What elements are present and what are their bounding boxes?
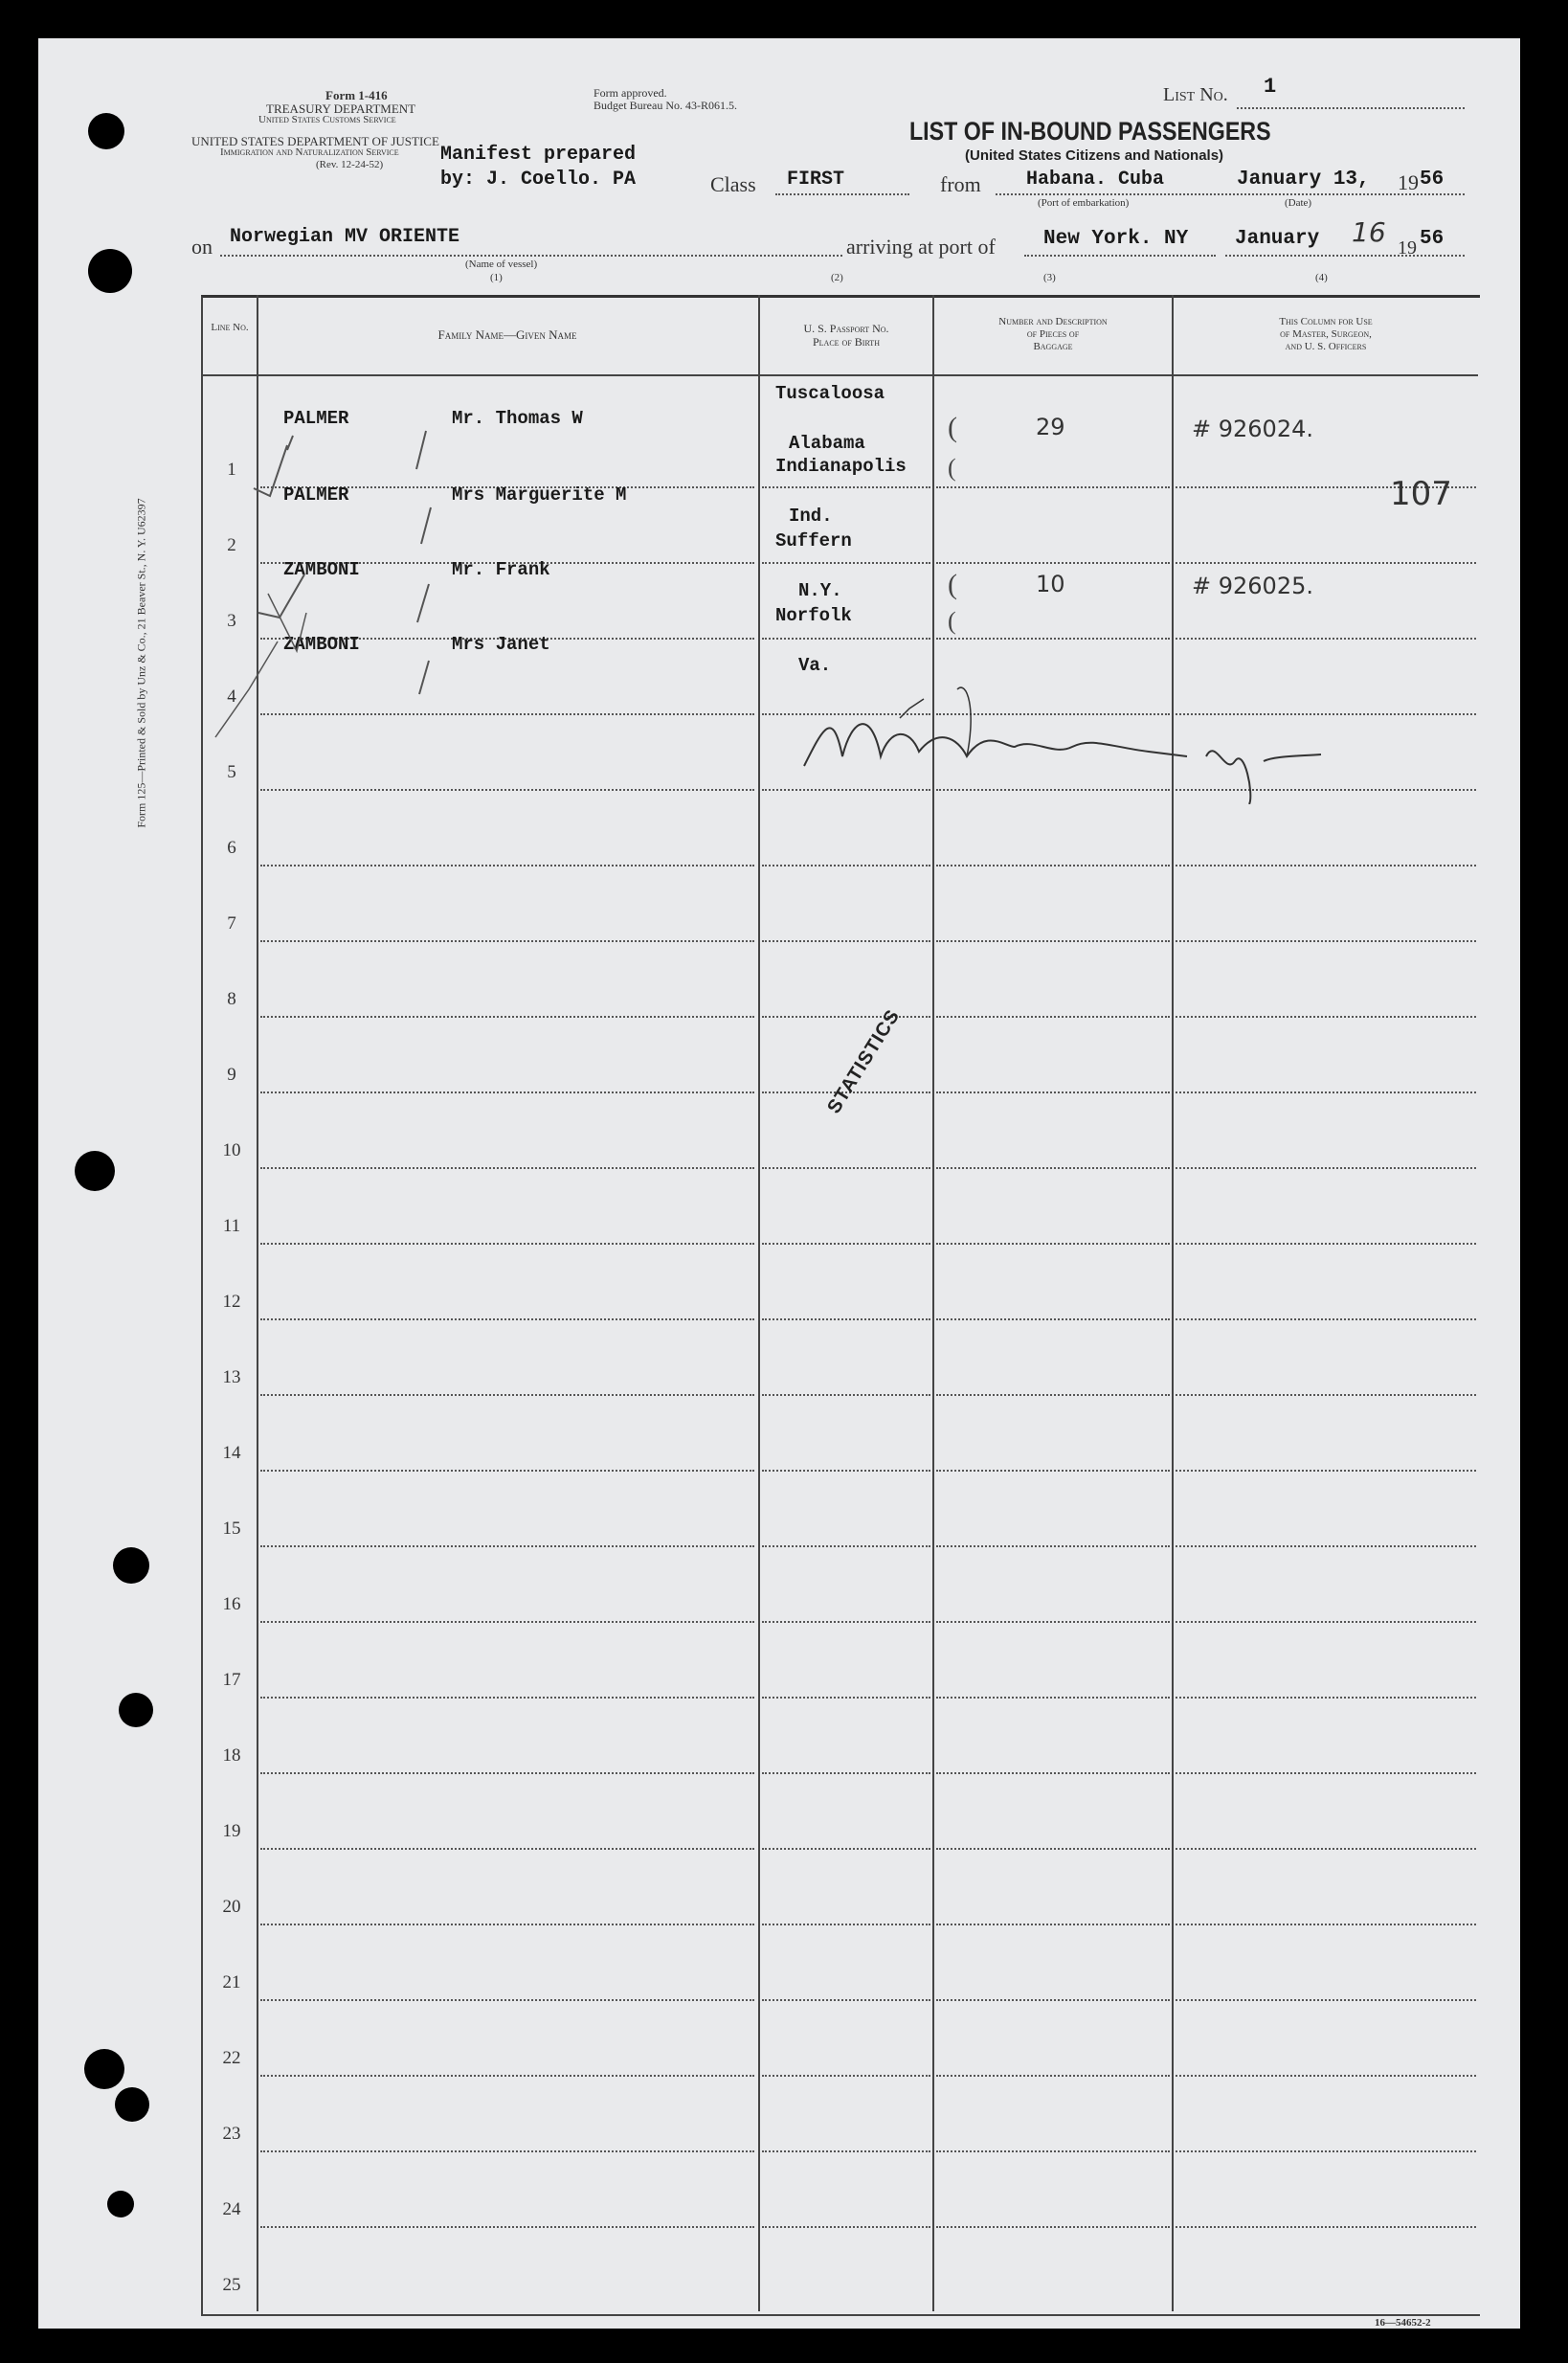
row-rule (762, 2075, 930, 2077)
row-rule (260, 1016, 754, 1018)
line-number: 22 (222, 2048, 241, 2068)
document-subtitle: (United States Citizens and Nationals) (965, 147, 1224, 164)
line-number: 16 (222, 1594, 241, 1614)
tick-mark (421, 507, 431, 544)
brace-mark: ( (948, 607, 956, 635)
tick-mark (268, 594, 306, 651)
row-rule (936, 1545, 1170, 1547)
row-rule (1176, 1394, 1476, 1396)
row-rule (260, 2075, 754, 2077)
tick-mark (287, 436, 293, 450)
row-rule (1176, 1091, 1476, 1093)
row-rule (936, 940, 1170, 942)
caption-1: (1) (490, 272, 503, 283)
line-number: 11 (222, 1216, 241, 1236)
row-rule (762, 1999, 930, 2001)
passenger-1-birth-state: Alabama (789, 433, 865, 454)
row-rule (762, 1848, 930, 1850)
passenger-1-baggage: 29 (1036, 414, 1065, 440)
tick-mark (215, 641, 278, 737)
col-officers-header-2: of Master, Surgeon, (1280, 328, 1372, 340)
row-rule (762, 1621, 930, 1623)
departure-date: January 13, (1237, 169, 1370, 191)
passenger-1-family: PALMER (283, 408, 349, 429)
row-rule (1176, 638, 1476, 640)
punch-hole (75, 1151, 115, 1191)
tick-mark (416, 431, 426, 469)
row-rule (762, 1470, 930, 1472)
row-rule (1176, 1772, 1476, 1774)
row-rule (1176, 1470, 1476, 1472)
col-officers-header: This Column for Use (1279, 316, 1373, 327)
line-number: 17 (222, 1670, 241, 1690)
customs-service: United States Customs Service (258, 114, 396, 125)
line-number: 19 (222, 1821, 241, 1841)
row-rule (762, 1394, 930, 1396)
row-rule (260, 1545, 754, 1547)
row-rule (260, 1924, 754, 1925)
row-rule (762, 638, 930, 640)
row-rule (1176, 1167, 1476, 1169)
row-rule (762, 2150, 930, 2152)
line-number: 9 (227, 1065, 236, 1085)
passenger-3-given: Mr. Frank (452, 559, 550, 580)
row-rule (260, 1167, 754, 1169)
departure-year-prefix: 19 (1398, 170, 1419, 194)
row-rule (1176, 1848, 1476, 1850)
row-rule (936, 486, 1170, 488)
row-rule (260, 940, 754, 942)
col-name-header: Family Name—Given Name (437, 327, 577, 342)
row-rule (936, 1470, 1170, 1472)
arrival-year: 56 (1420, 228, 1445, 250)
row-rule (936, 1848, 1170, 1850)
row-rule (1176, 1016, 1476, 1018)
row-rule (762, 2226, 930, 2228)
punch-hole (88, 113, 124, 149)
line-number: 21 (222, 1972, 241, 1992)
passenger-3-officer-note: # 926025. (1192, 573, 1313, 599)
row-rule (936, 1394, 1170, 1396)
department-justice: UNITED STATES DEPARTMENT OF JUSTICE (191, 134, 439, 148)
row-rule (936, 1091, 1170, 1093)
arriving-label: arriving at port of (846, 235, 996, 259)
passenger-1-officer-note: # 926024. (1192, 416, 1313, 442)
passenger-4-birth-state: Va. (798, 655, 832, 676)
line-number: 20 (222, 1897, 241, 1917)
budget-bureau: Budget Bureau No. 43-R061.5. (594, 99, 737, 112)
row-rule (762, 1545, 930, 1547)
row-rule (260, 2226, 754, 2228)
row-rule (936, 1697, 1170, 1699)
statistics-stamp: STATISTICS (823, 1005, 905, 1118)
passenger-3-baggage: 10 (1036, 571, 1065, 597)
row-rule (260, 1091, 754, 1093)
arrival-year-prefix: 19 (1398, 237, 1417, 259)
row-rule (1176, 1545, 1476, 1547)
row-rule (1176, 1697, 1476, 1699)
col-birth-header: Place of Birth (813, 335, 880, 349)
port-caption: (Port of embarkation) (1038, 197, 1130, 209)
row-rule (762, 865, 930, 866)
punch-hole (113, 1547, 149, 1584)
row-rule (762, 562, 930, 564)
line-number: 8 (227, 989, 236, 1009)
row-rule (762, 1697, 930, 1699)
arrival-port: New York. NY (1043, 228, 1189, 250)
row-rule (260, 2150, 754, 2152)
departure-year: 56 (1420, 169, 1445, 191)
brace-mark: ( (948, 569, 957, 600)
line-number: 3 (227, 611, 236, 631)
class-label: Class (710, 172, 756, 196)
row-rule (260, 1621, 754, 1623)
row-rule (260, 1243, 754, 1245)
tick-mark (417, 584, 429, 622)
row-rule (1176, 940, 1476, 942)
check-marks (211, 421, 459, 747)
row-rule (1176, 1999, 1476, 2001)
form-approved: Form approved. (594, 86, 667, 100)
line-number: 12 (222, 1292, 241, 1312)
row-rule (936, 1243, 1170, 1245)
line-number: 6 (227, 838, 236, 858)
row-rule (260, 1848, 754, 1850)
col-line-header: Line No. (211, 322, 249, 333)
vessel-name: Norwegian MV ORIENTE (230, 226, 460, 248)
row-rule (936, 1924, 1170, 1925)
col-baggage-header: Number and Description (998, 316, 1108, 327)
passenger-3-birth-state: N.Y. (798, 580, 842, 601)
brace-mark: ( (948, 454, 956, 482)
port-of-embarkation: Habana. Cuba (1026, 169, 1165, 191)
row-rule (936, 1621, 1170, 1623)
punch-hole (115, 2087, 149, 2122)
passenger-4-birth-city: Norfolk (775, 605, 852, 626)
passenger-3-family: ZAMBONI (283, 559, 360, 580)
passenger-4-given: Mrs Janet (452, 634, 550, 655)
line-number: 4 (227, 686, 236, 707)
row-rule (936, 1999, 1170, 2001)
document-title: LIST OF IN-BOUND PASSENGERS (909, 117, 1271, 146)
row-rule (1176, 2150, 1476, 2152)
footer-code: 16—54652-2 (1375, 2317, 1431, 2329)
prepared-by: by: J. Coello. PA (440, 169, 637, 191)
row-rule (1176, 562, 1476, 564)
caption-4: (4) (1315, 272, 1328, 283)
row-rule (936, 1167, 1170, 1169)
punch-hole (88, 249, 132, 293)
line-number: 1 (227, 460, 236, 480)
row-rule (936, 562, 1170, 564)
line-number: 23 (222, 2124, 241, 2144)
col-baggage-header-2: of Pieces of (1026, 328, 1080, 340)
row-rule (936, 1772, 1170, 1774)
caption-3: (3) (1043, 272, 1056, 283)
passenger-2-family: PALMER (283, 484, 349, 506)
col-officers-header-3: and U. S. Officers (1285, 341, 1367, 352)
passenger-1-given: Mr. Thomas W (452, 408, 583, 429)
vessel-caption: (Name of vessel) (465, 259, 538, 270)
row-rule (762, 940, 930, 942)
line-number: 10 (222, 1140, 241, 1160)
row-rule (1176, 2226, 1476, 2228)
row-rule (936, 1318, 1170, 1320)
row-rule (762, 1167, 930, 1169)
row-rule (936, 2150, 1170, 2152)
col-baggage-header-3: Baggage (1033, 341, 1073, 352)
tick-mark (258, 574, 304, 618)
passenger-3-birth-city: Suffern (775, 530, 852, 551)
row-rule (260, 789, 754, 791)
manifest-page (38, 38, 1520, 2329)
officer-signature (766, 670, 1378, 804)
side-print: Form 125—Printed & Sold by Unz & Co., 21 Beaver St., N. Y. U62397 (134, 498, 148, 828)
punch-hole (107, 2191, 134, 2217)
manifest-prepared: Manifest prepared (440, 144, 637, 166)
row-rule (1176, 1924, 1476, 1925)
from-label: from (940, 172, 981, 196)
row-rule (1176, 2075, 1476, 2077)
passenger-4-family: ZAMBONI (283, 634, 360, 655)
on-label: on (191, 235, 213, 259)
list-no-value: 1 (1264, 75, 1277, 99)
col-passport-header: U. S. Passport No. (803, 322, 889, 335)
brace-mark: ( (948, 412, 957, 443)
line-number: 25 (222, 2275, 241, 2295)
row-rule (260, 1772, 754, 1774)
caption-2: (2) (831, 272, 843, 283)
row-rule (1176, 1243, 1476, 1245)
row-rule (762, 1243, 930, 1245)
line-number: 14 (222, 1443, 241, 1463)
ins-service: Immigration and Naturalization Service (220, 146, 399, 158)
line-number: 18 (222, 1745, 241, 1766)
line-number: 13 (222, 1367, 241, 1387)
row-rule (936, 865, 1170, 866)
treasury-department: TREASURY DEPARTMENT (266, 101, 416, 116)
row-rule (260, 1394, 754, 1396)
line-number: 5 (227, 762, 236, 782)
line-number: 2 (227, 535, 236, 555)
list-no-label: List No. (1163, 84, 1228, 105)
row-rule (260, 1318, 754, 1320)
arrival-day: 16 (1352, 216, 1386, 248)
line-number: 15 (222, 1519, 241, 1539)
punch-hole (84, 2049, 124, 2089)
row-rule (762, 1318, 930, 1320)
row-rule (762, 1924, 930, 1925)
row-rule (260, 865, 754, 866)
row-rule (260, 1697, 754, 1699)
revision: (Rev. 12-24-52) (316, 159, 384, 170)
row-rule (762, 486, 930, 488)
passenger-2-given: Mrs Marguerite M (452, 484, 627, 506)
form-number: Form 1-416 (325, 88, 388, 102)
line-number: 24 (222, 2199, 241, 2219)
row-rule (260, 1999, 754, 2001)
tick-mark (419, 661, 429, 694)
arrival-month: January (1235, 228, 1320, 250)
row-rule (1176, 1318, 1476, 1320)
row-rule (260, 1470, 754, 1472)
passenger-2-birth-state: Ind. (789, 506, 833, 527)
class-value: FIRST (787, 169, 845, 191)
row-rule (936, 2075, 1170, 2077)
punch-hole (119, 1693, 153, 1727)
row-rule (936, 638, 1170, 640)
row-rule (936, 2226, 1170, 2228)
row-rule (1176, 1621, 1476, 1623)
tick-mark (254, 445, 287, 496)
line-number: 7 (227, 913, 236, 934)
passenger-1-birth-city: Tuscaloosa (775, 383, 885, 404)
row-rule (936, 1016, 1170, 1018)
row-rule (762, 1772, 930, 1774)
date-caption: (Date) (1285, 197, 1312, 209)
row-rule (1176, 865, 1476, 866)
passenger-2-officer-note: 107 (1390, 475, 1452, 513)
passenger-2-birth-city: Indianapolis (775, 456, 907, 477)
